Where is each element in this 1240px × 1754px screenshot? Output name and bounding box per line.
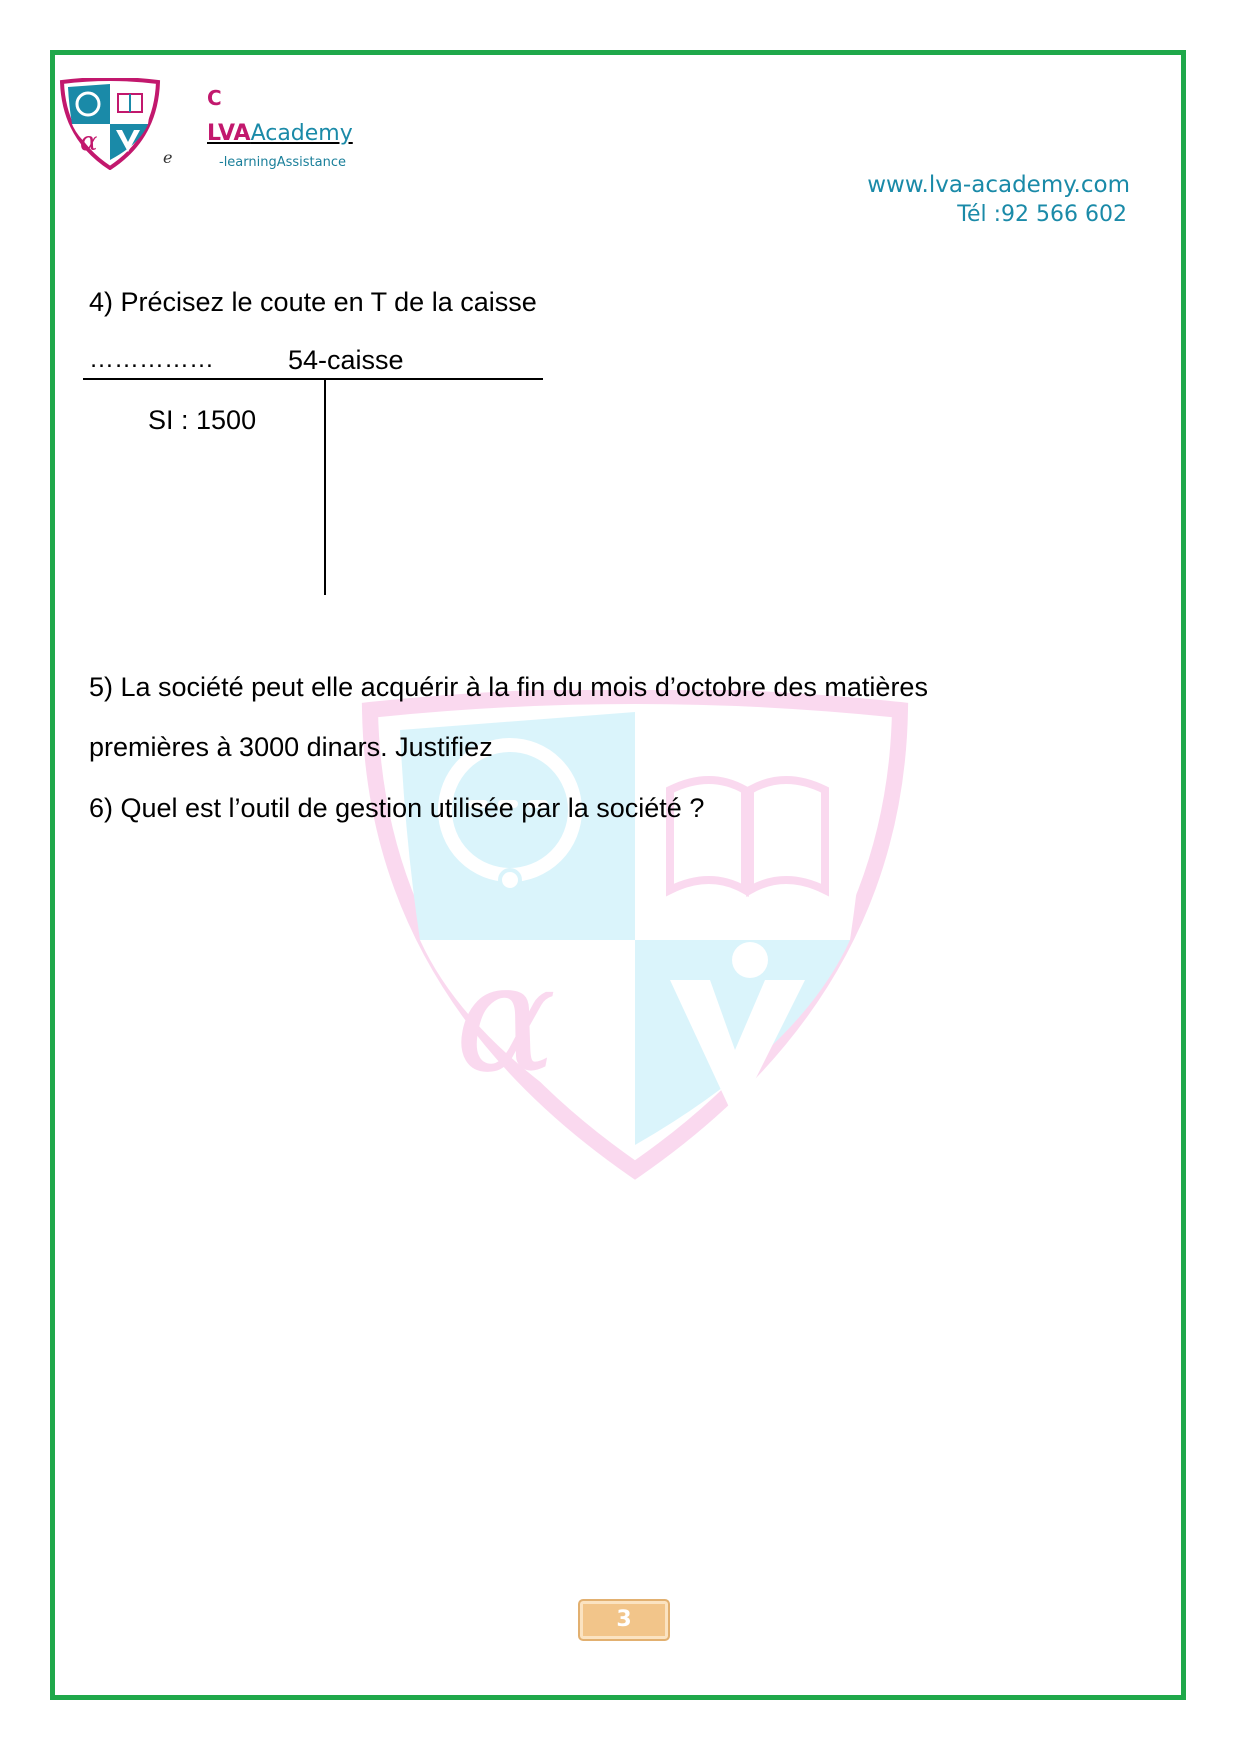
question-5-line-1: 5) La société peut elle acquérir à la fin du mois d’octobre des matières [89, 672, 928, 702]
t-account-dots: …………… [89, 345, 214, 373]
svg-text:α: α [80, 127, 98, 157]
website-link[interactable]: www.lva-academy.com [867, 172, 1130, 198]
question-4: 4) Précisez le coute en T de la caisse [89, 287, 537, 317]
svg-text:α: α [455, 932, 557, 1106]
brand-lva: LVA [207, 121, 251, 146]
t-account-debit-entry: SI : 1500 [148, 405, 257, 435]
question-5-line-2: premières à 3000 dinars. Justifiez [89, 732, 493, 762]
question-6: 6) Quel est l’outil de gestion utilisée par la société ? [89, 793, 705, 823]
brand-name [207, 121, 353, 146]
page-number-badge: 3 [578, 1599, 670, 1641]
brand-e-mark: e [163, 148, 173, 167]
phone-number: Tél :92 566 602 [957, 202, 1127, 227]
brand-c-mark: C [207, 86, 222, 110]
t-account-horizontal-line [83, 378, 543, 380]
t-account-vertical-line [324, 379, 326, 595]
shield-watermark-icon [350, 690, 920, 1180]
t-account-title: 54-caisse [288, 345, 404, 375]
lva-academy-logo-icon [58, 78, 162, 170]
brand-tagline: -learningAssistance [219, 155, 346, 170]
brand-academy: Academy [250, 121, 353, 146]
